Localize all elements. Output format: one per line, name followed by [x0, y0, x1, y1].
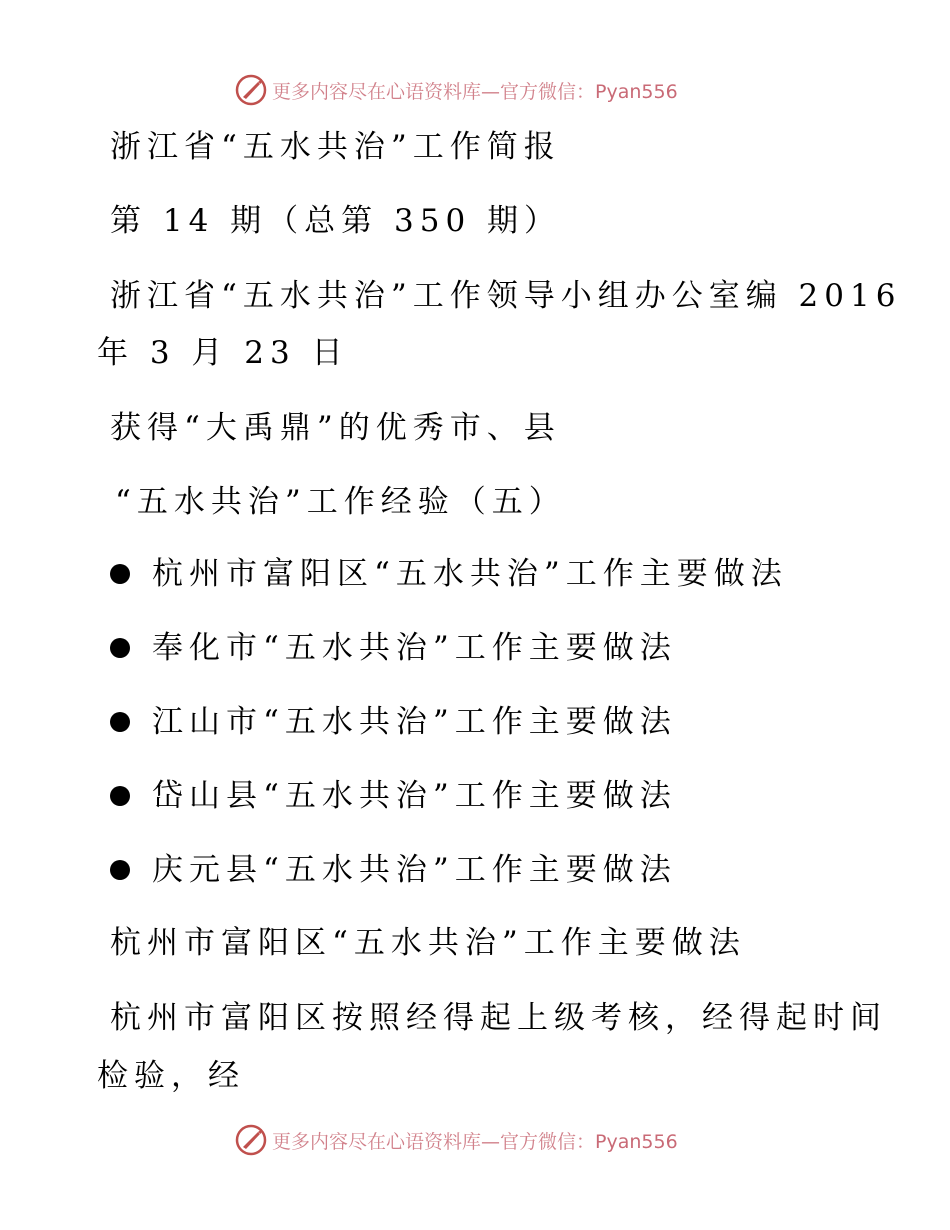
bullet-icon — [110, 638, 130, 658]
bullet-icon — [110, 712, 130, 732]
watermark-text: 更多内容尽在心语资料库—官方微信：Pyan556 — [272, 1130, 678, 1153]
section-heading: 获得“大禹鼎”的优秀市、县 — [110, 410, 561, 446]
toc-item-label: 杭州市富阳区“五水共治”工作主要做法 — [152, 556, 788, 592]
toc-item-label: 岱山县“五水共治”工作主要做法 — [152, 778, 677, 814]
toc-item — [110, 630, 677, 666]
toc-item — [110, 556, 788, 592]
toc-item — [110, 704, 677, 740]
quill-logo-icon — [234, 73, 268, 107]
bullet-icon — [110, 564, 130, 584]
toc-item-label: 江山市“五水共治”工作主要做法 — [152, 704, 677, 740]
watermark-text: 更多内容尽在心语资料库—官方微信：Pyan556 — [272, 80, 678, 103]
article-title: 杭州市富阳区“五水共治”工作主要做法 — [110, 925, 746, 961]
issue-number: 第 14 期（总第 350 期） — [110, 203, 562, 239]
section-subheading: “五水共治”工作经验（五） — [115, 484, 566, 520]
toc-item — [110, 778, 677, 814]
body-text-line: 杭州市富阳区按照经得起上级考核，经得起时间 — [110, 1000, 887, 1036]
watermark-header — [234, 73, 678, 107]
toc-item-label: 庆元县“五水共治”工作主要做法 — [152, 852, 677, 888]
bullet-icon — [110, 860, 130, 880]
toc-item-label: 奉化市“五水共治”工作主要做法 — [152, 630, 677, 666]
body-text-line: 检验，经 — [97, 1058, 245, 1094]
editor-date: 年 3 月 23 日 — [97, 335, 349, 371]
toc-item — [110, 852, 677, 888]
watermark-footer — [234, 1123, 678, 1157]
document-title: 浙江省“五水共治”工作简报 — [110, 129, 561, 165]
bullet-icon — [110, 786, 130, 806]
quill-logo-icon — [234, 1123, 268, 1157]
editor-line: 浙江省“五水共治”工作领导小组办公室编 2016 — [110, 278, 902, 314]
